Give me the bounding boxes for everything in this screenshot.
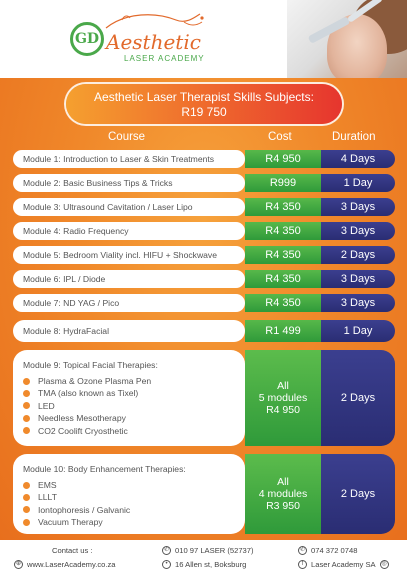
list-item: Plasma & Ozone Plasma Pen — [23, 376, 235, 386]
module-9-course — [13, 350, 245, 446]
list-item: TMA (also known as Tixel) — [23, 388, 235, 398]
module-10-duration: 2 Days — [321, 454, 395, 534]
bullet-dot-icon — [23, 494, 30, 501]
facebook-link[interactable]: f Laser Academy SA ◎ — [298, 560, 393, 569]
list-item: LLLT — [23, 492, 235, 502]
bullet-dot-icon — [23, 506, 30, 513]
module-cost: R4 350 — [245, 270, 321, 288]
module-cost: R4 950 — [245, 150, 321, 168]
module-9-list — [23, 376, 235, 436]
list-item: Vacuum Therapy — [23, 517, 235, 527]
module-9-duration: 2 Days — [321, 350, 395, 446]
module-course: Module 2: Basic Business Tips & Tricks — [13, 174, 245, 192]
module-row — [13, 174, 395, 192]
bullet-dot-icon — [23, 519, 30, 526]
module-duration: 1 Day — [321, 174, 395, 192]
column-header-cost: Cost — [268, 131, 292, 143]
module-course: Module 7: ND YAG / Pico — [13, 294, 245, 312]
bullet-dot-icon — [23, 482, 30, 489]
module-course: Module 5: Bedroom Viality incl. HIFU + Shockwave — [13, 246, 245, 264]
bullet-dot-icon — [23, 427, 30, 434]
module-row — [13, 198, 395, 216]
bullet-dot-icon — [23, 390, 30, 397]
website-link[interactable]: ⊕ www.LaserAcademy.co.za — [15, 560, 116, 569]
module-cost: R4 350 — [245, 222, 321, 240]
module-row — [13, 320, 395, 342]
module-10-list — [23, 480, 235, 527]
column-header-duration: Duration — [332, 131, 376, 143]
list-item: LED — [23, 401, 235, 411]
module-10-course — [13, 454, 245, 534]
module-cost: R4 350 — [245, 246, 321, 264]
logo-monogram: GD — [70, 22, 104, 56]
list-item: CO2 Coolift Cryosthetic — [23, 426, 235, 436]
title-banner — [66, 84, 342, 124]
module-row — [13, 222, 395, 240]
globe-icon: ⊕ — [15, 561, 22, 567]
module-duration: 4 Days — [321, 150, 395, 168]
address-contact: • 16 Allen st, Boksburg — [162, 560, 246, 569]
module-row — [13, 246, 395, 264]
module-10-title: Module 10: Body Enhancement Therapies: — [23, 464, 186, 474]
bullet-dot-icon — [23, 402, 30, 409]
header-photo — [287, 0, 407, 78]
module-cost: R4 350 — [245, 198, 321, 216]
phone-icon: ✆ — [163, 547, 170, 553]
instagram-icon: ◎ — [381, 561, 387, 567]
whatsapp-icon: ✆ — [299, 547, 306, 553]
module-course: Module 4: Radio Frequency — [13, 222, 245, 240]
module-course: Module 1: Introduction to Laser & Skin Treatments — [13, 150, 245, 168]
module-row — [13, 270, 395, 288]
module-duration: 2 Days — [321, 246, 395, 264]
module-10-block — [13, 454, 395, 534]
module-duration: 3 Days — [321, 198, 395, 216]
module-cost: R999 — [245, 174, 321, 192]
bullet-dot-icon — [23, 378, 30, 385]
list-item: Needless Mesotherapy — [23, 413, 235, 423]
module-cost: R4 350 — [245, 294, 321, 312]
list-item: Iontophoresis / Galvanic — [23, 505, 235, 515]
phone-contact[interactable]: ✆ 010 97 LASER (52737) — [163, 546, 254, 555]
contact-label: Contact us : — [52, 546, 93, 555]
module-cost: R1 499 — [245, 320, 321, 342]
module-course: Module 3: Ultrasound Cavitation / Laser Lipo — [13, 198, 245, 216]
module-course: Module 8: HydraFacial — [13, 320, 245, 342]
module-duration: 1 Day — [321, 320, 395, 342]
brand-subtitle: LASER ACADEMY — [124, 54, 205, 63]
footer — [0, 540, 407, 576]
whatsapp-contact[interactable]: ✆ 074 372 0748 — [299, 546, 358, 555]
module-9-title: Module 9: Topical Facial Therapies: — [23, 360, 158, 370]
module-9-block — [13, 350, 395, 446]
location-pin-icon: • — [162, 560, 171, 569]
title-price: R19 750 — [181, 105, 227, 119]
title-line1: Aesthetic Laser Therapist Skills Subjects: — [94, 90, 314, 104]
module-row — [13, 150, 395, 168]
module-10-cost: All 4 modules R3 950 — [245, 454, 321, 534]
module-duration: 3 Days — [321, 270, 395, 288]
academy-logo — [66, 12, 216, 70]
brand-name: Aesthetic — [106, 30, 201, 54]
header — [0, 0, 407, 78]
module-duration: 3 Days — [321, 222, 395, 240]
list-item: EMS — [23, 480, 235, 490]
module-course: Module 6: IPL / Diode — [13, 270, 245, 288]
module-9-cost: All 5 modules R4 950 — [245, 350, 321, 446]
facebook-icon: f — [298, 560, 307, 569]
module-duration: 3 Days — [321, 294, 395, 312]
column-header-course: Course — [108, 131, 146, 143]
bullet-dot-icon — [23, 415, 30, 422]
module-row — [13, 294, 395, 312]
